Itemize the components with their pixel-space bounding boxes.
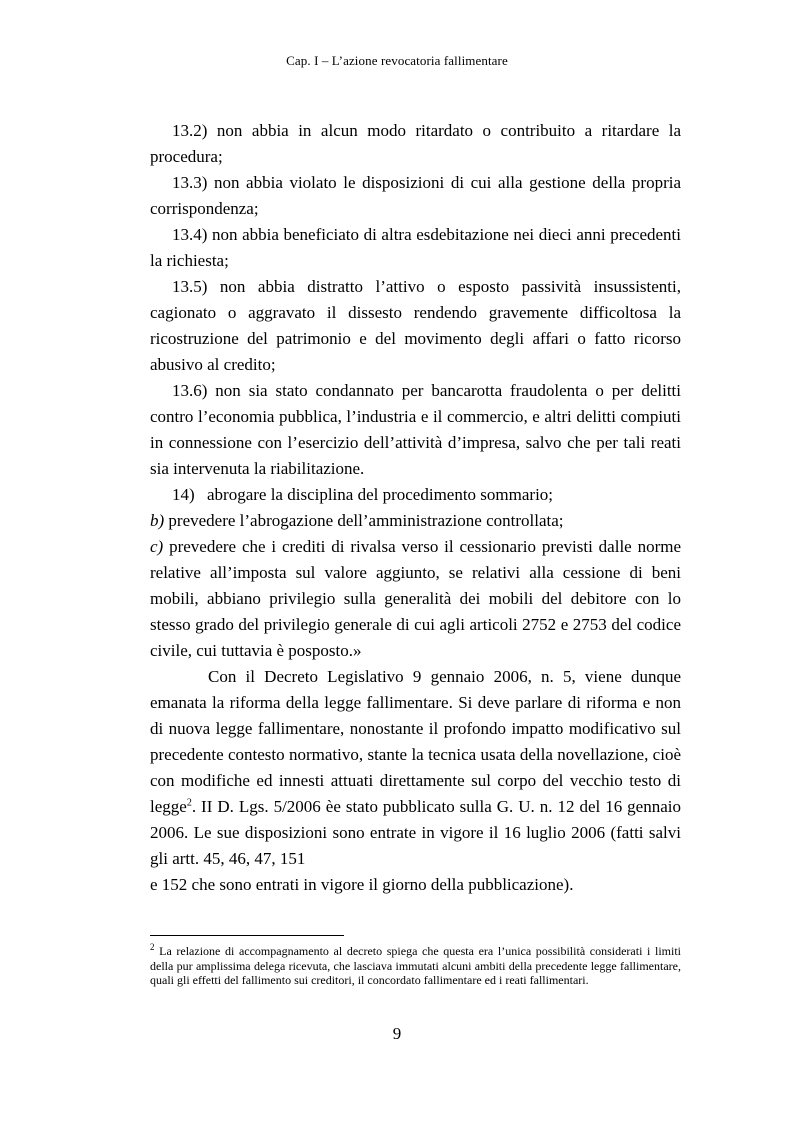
- item-14-text: abrogare la disciplina del procedimento sommario;: [207, 485, 554, 504]
- paragraph-13-3: 13.3) non abbia violato le disposizioni di cui alla gestione della propria corrispondenza;: [150, 173, 681, 218]
- paragraph-b: [150, 508, 681, 534]
- item-c-text: prevedere che i crediti di rivalsa verso il cessionario previsti dalle norme relative all’imposta sul valore aggiunto, se relativi alla cessione di beni mobili, abbiano privilegio sulla generalità dei mobili del debitore con lo stesso grado del privilegio generale di cui agli articoli 2752 e 2753 del codice civile, cui tuttavia è posposto.»: [150, 537, 681, 660]
- paragraph-c: [150, 534, 681, 664]
- footnote-text: La relazione di accompagnamento al decreto spiega che questa era l’unica possibilità considerati i limiti della pur amplissima delega ricevuta, che lasciava immutati alcuni ambiti della precedente legge fallimentare, quali gli effetti del fallimento sui creditori, il concordato fallimentare ed i reati fallimentari.: [150, 944, 681, 987]
- main-text: [150, 118, 681, 898]
- footnote: [150, 944, 681, 988]
- footnote-separator: [150, 935, 344, 936]
- item-14-number: 14): [172, 485, 195, 504]
- paragraph-13-6: 13.6) non sia stato condannato per bancarotta fraudolenta o per delitti contro l’economia pubblica, l’industria e il commercio, e altri delitti compiuti in connessione con l’esercizio dell’attività d’impresa, salvo che per tali reati sia intervenuta la riabilitazione.: [150, 381, 681, 478]
- item-b-label: b): [150, 511, 165, 530]
- running-header: Cap. I – L’azione revocatoria fallimentare: [286, 53, 508, 68]
- footnote-reference[interactable]: 2: [186, 797, 192, 809]
- paragraph-13-5: 13.5) non abbia distratto l’attivo o esposto passività insussistenti, cagionato o aggravato il dissesto rendendo gravemente difficoltosa la ricostruzione del patrimonio e del movimento degli affari o fatto ricorso abusivo al credito;: [150, 277, 681, 374]
- page-number: 9: [392, 1024, 402, 1043]
- paragraph-final: e 152 che sono entrati in vigore il giorno della pubblicazione).: [150, 875, 574, 894]
- decreto-text-a: Con il Decreto Legislativo 9 gennaio 2006, n. 5, viene dunque emanata la riforma della legge fallimentare. Si deve parlare di riforma e non di nuova legge fallimentare, nonostante il profondo impatto modificativo sul precedente contesto normativo, stante la tecnica usata della novellazione, cioè con modifiche ed innesti attuati direttamente sul corpo del vecchio testo di legge: [150, 667, 681, 816]
- item-b-text: prevedere l’abrogazione dell’amministrazione controllata;: [164, 511, 564, 530]
- paragraph-decreto: [150, 664, 681, 872]
- item-c-label: c): [150, 537, 164, 556]
- decreto-text-b: . II D. Lgs. 5/2006 èe stato pubblicato sulla G. U. n. 12 del 16 gennaio 2006. Le sue disposizioni sono entrate in vigore il 16 luglio 2006 (fatti salvi gli artt. 45, 46, 47, 151: [150, 797, 681, 868]
- paragraph-13-2: 13.2) non abbia in alcun modo ritardato o contribuito a ritardare la procedura;: [150, 121, 681, 166]
- paragraph-13-4: 13.4) non abbia beneficiato di altra esdebitazione nei dieci anni precedenti la richiesta;: [150, 225, 681, 270]
- paragraph-14: [150, 482, 681, 508]
- footnote-number: 2: [150, 942, 155, 952]
